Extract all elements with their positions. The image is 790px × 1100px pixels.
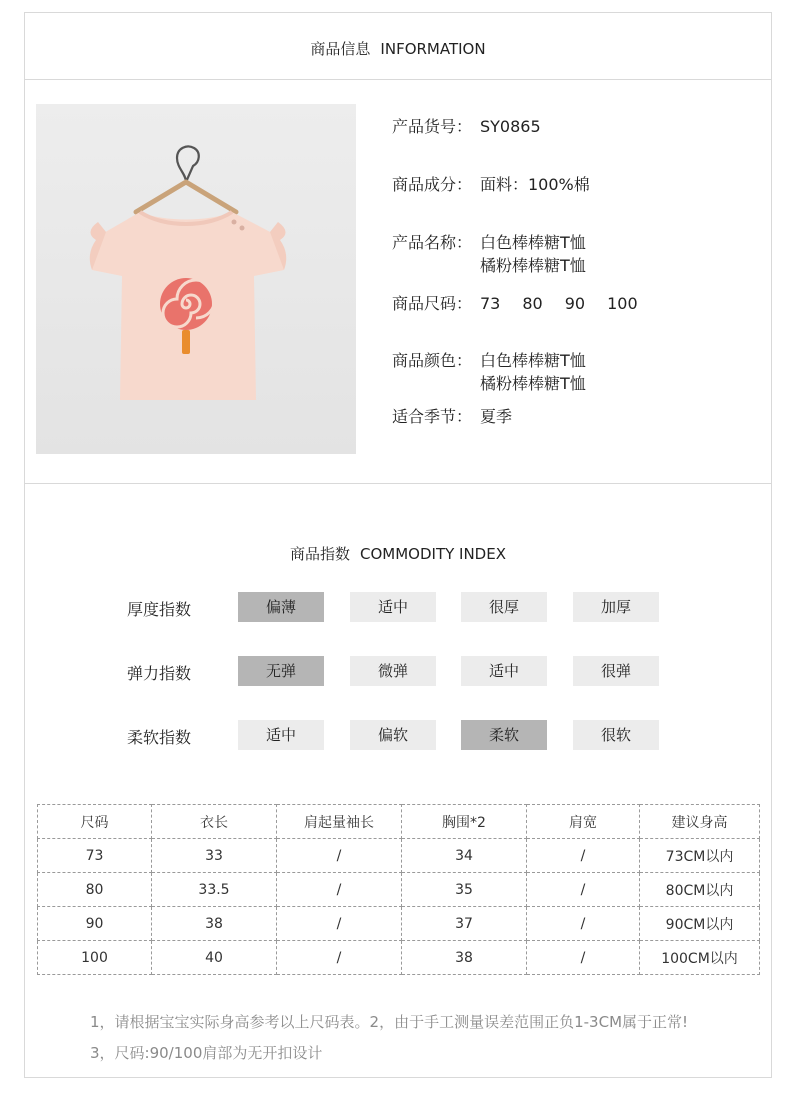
table-cell: / (277, 873, 402, 907)
table-cell: 38 (152, 907, 277, 941)
table-cell: 73CM以内 (640, 839, 760, 873)
size-value: 100 (607, 294, 638, 313)
info-row-product-name (392, 231, 586, 277)
table-cell: 37 (402, 907, 527, 941)
column-header: 衣长 (152, 805, 277, 839)
thickness-option: 适中 (350, 592, 436, 622)
info-value-line: 橘粉棒棒糖T恤 (480, 256, 586, 275)
softness-option: 很软 (573, 720, 659, 750)
softness-option: 适中 (238, 720, 324, 750)
softness-option-selected: 柔软 (461, 720, 547, 750)
table-cell: / (527, 839, 640, 873)
divider (24, 483, 772, 484)
table-cell: / (277, 839, 402, 873)
thickness-index-label: 厚度指数 (127, 600, 192, 619)
table-cell: 80 (38, 873, 152, 907)
table-cell: / (527, 873, 640, 907)
table-cell: 73 (38, 839, 152, 873)
info-value (480, 231, 586, 277)
info-value: 夏季 (480, 407, 513, 426)
thickness-option: 加厚 (573, 592, 659, 622)
info-value: 面料：100%棉 (480, 175, 590, 194)
divider (24, 79, 772, 80)
size-value: 73 (480, 294, 501, 313)
table-cell: 100 (38, 941, 152, 975)
info-key: 商品尺码： (392, 294, 473, 313)
elasticity-option: 适中 (461, 656, 547, 686)
column-header: 胸围*2 (402, 805, 527, 839)
commodity-index-title-en: COMMODITY INDEX (360, 545, 506, 563)
info-key: 产品货号： (392, 117, 473, 136)
thickness-option: 很厚 (461, 592, 547, 622)
table-row (38, 941, 760, 975)
table-cell: 90 (38, 907, 152, 941)
size-note-2: 3，尺码:90/100肩部为无开扣设计 (90, 1044, 323, 1062)
column-header: 肩宽 (527, 805, 640, 839)
softness-option: 偏软 (350, 720, 436, 750)
table-cell: 100CM以内 (640, 941, 760, 975)
size-chart-table (37, 804, 760, 975)
table-cell: 90CM以内 (640, 907, 760, 941)
information-title-cn: 商品信息 (310, 40, 371, 58)
info-key: 产品名称： (392, 233, 473, 252)
table-cell: 40 (152, 941, 277, 975)
size-value: 90 (564, 294, 586, 313)
info-value: SY0865 (480, 117, 541, 136)
table-row (38, 839, 760, 873)
table-cell: 38 (402, 941, 527, 975)
elasticity-option: 很弹 (573, 656, 659, 686)
information-section-title (24, 38, 772, 59)
table-cell: 35 (402, 873, 527, 907)
column-header: 建议身高 (640, 805, 760, 839)
info-value-line: 橘粉棒棒糖T恤 (480, 374, 586, 393)
info-row-material (392, 173, 590, 196)
elasticity-option: 微弹 (350, 656, 436, 686)
size-value: 80 (522, 294, 543, 313)
table-cell: / (277, 907, 402, 941)
table-cell: / (527, 907, 640, 941)
commodity-index-title (24, 543, 772, 564)
info-row-season (392, 405, 512, 428)
info-key: 适合季节： (392, 407, 473, 426)
thickness-option-selected: 偏薄 (238, 592, 324, 622)
info-value-line: 白色棒棒糖T恤 (480, 233, 586, 252)
table-cell: 33.5 (152, 873, 277, 907)
table-cell: 33 (152, 839, 277, 873)
table-row (38, 873, 760, 907)
info-row-colors (392, 349, 586, 395)
size-note-1: 1，请根据宝宝实际身高参考以上尺码表。2，由于手工测量误差范围正负1-3CM属于正常! (90, 1013, 689, 1031)
table-row (38, 907, 760, 941)
column-header: 肩起量袖长 (277, 805, 402, 839)
size-list (480, 292, 660, 315)
information-title-en: INFORMATION (380, 40, 486, 58)
info-row-sizes (392, 292, 660, 315)
softness-index-label: 柔软指数 (127, 728, 192, 747)
info-value (480, 349, 586, 395)
lollipop-tshirt-icon (36, 104, 356, 454)
table-cell: / (277, 941, 402, 975)
elasticity-index-label: 弹力指数 (127, 664, 192, 683)
info-key: 商品成分： (392, 175, 473, 194)
column-header: 尺码 (38, 805, 152, 839)
table-cell: 34 (402, 839, 527, 873)
product-image (36, 104, 356, 454)
info-value-line: 白色棒棒糖T恤 (480, 351, 586, 370)
info-key: 商品颜色： (392, 351, 473, 370)
table-cell: 80CM以内 (640, 873, 760, 907)
info-row-sku (392, 115, 541, 138)
commodity-index-title-cn: 商品指数 (289, 545, 350, 563)
table-cell: / (527, 941, 640, 975)
table-header-row (38, 805, 760, 839)
elasticity-option-selected: 无弹 (238, 656, 324, 686)
